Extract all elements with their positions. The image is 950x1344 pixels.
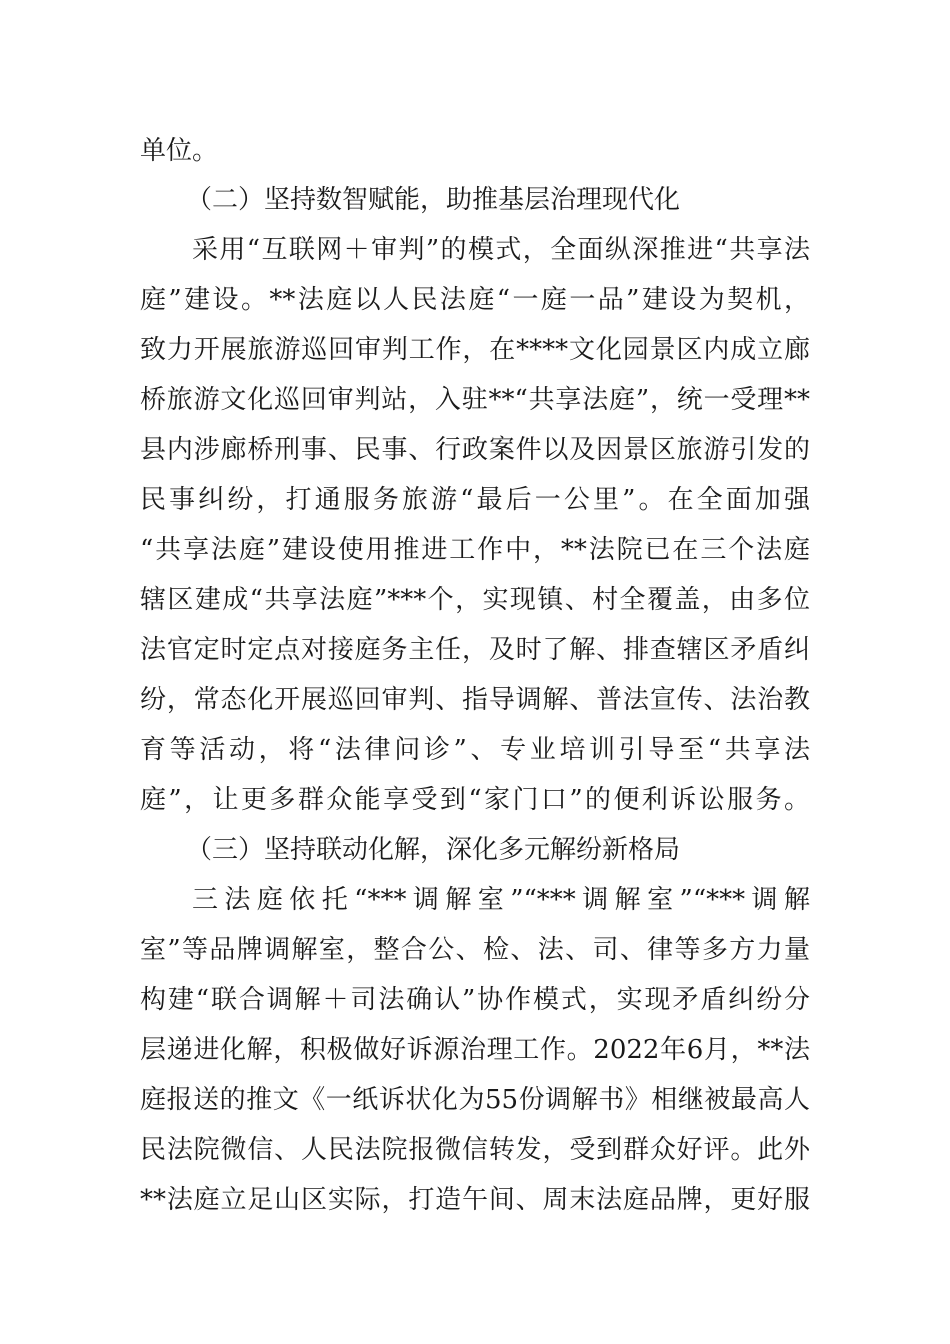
text-line: 庭”建设。**法庭以人民法庭“一庭一品”建设为契机， bbox=[140, 285, 810, 315]
text-line: 采用“互联网＋审判”的模式，全面纵深推进“共享法 bbox=[192, 235, 810, 265]
text-line: 室”等品牌调解室，整合公、检、法、司、律等多方力量 bbox=[140, 935, 810, 965]
text-line: **法庭立足山区实际，打造午间、周末法庭品牌，更好服 bbox=[140, 1185, 810, 1215]
section-heading: （三）坚持联动化解，深化多元解纷新格局 bbox=[186, 835, 681, 865]
text-line: 单位。 bbox=[140, 136, 219, 166]
text-line: 三法庭依托“***调解室”“***调解室”“***调解 bbox=[192, 885, 810, 915]
text-line: 辖区建成“共享法庭”***个，实现镇、村全覆盖，由多位 bbox=[140, 585, 810, 615]
text-line: 育等活动，将“法律问诊”、专业培训引导至“共享法 bbox=[140, 735, 810, 765]
text-line: 层递进化解，积极做好诉源治理工作。2022年6月，**法 bbox=[140, 1035, 810, 1065]
section-heading: （二）坚持数智赋能，助推基层治理现代化 bbox=[186, 185, 681, 215]
text-line: 纷，常态化开展巡回审判、指导调解、普法宣传、法治教 bbox=[140, 685, 810, 715]
text-line: 庭报送的推文《一纸诉状化为55份调解书》相继被最高人 bbox=[140, 1085, 810, 1115]
text-line: 县内涉廊桥刑事、民事、行政案件以及因景区旅游引发的 bbox=[140, 435, 810, 465]
text-line: 桥旅游文化巡回审判站，入驻**“共享法庭”，统一受理** bbox=[140, 385, 810, 415]
text-line: 庭”，让更多群众能享受到“家门口”的便利诉讼服务。 bbox=[140, 785, 810, 815]
text-line: 致力开展旅游巡回审判工作，在****文化园景区内成立廊 bbox=[140, 335, 810, 365]
text-line: 构建“联合调解＋司法确认”协作模式，实现矛盾纠纷分 bbox=[140, 985, 810, 1015]
text-line: 民事纠纷，打通服务旅游“最后一公里”。在全面加强 bbox=[140, 485, 810, 515]
text-line: 民法院微信、人民法院报微信转发，受到群众好评。此外 bbox=[140, 1135, 810, 1165]
text-line: 法官定时定点对接庭务主任，及时了解、排查辖区矛盾纠 bbox=[140, 635, 810, 665]
text-line: “共享法庭”建设使用推进工作中，**法院已在三个法庭 bbox=[140, 535, 810, 565]
